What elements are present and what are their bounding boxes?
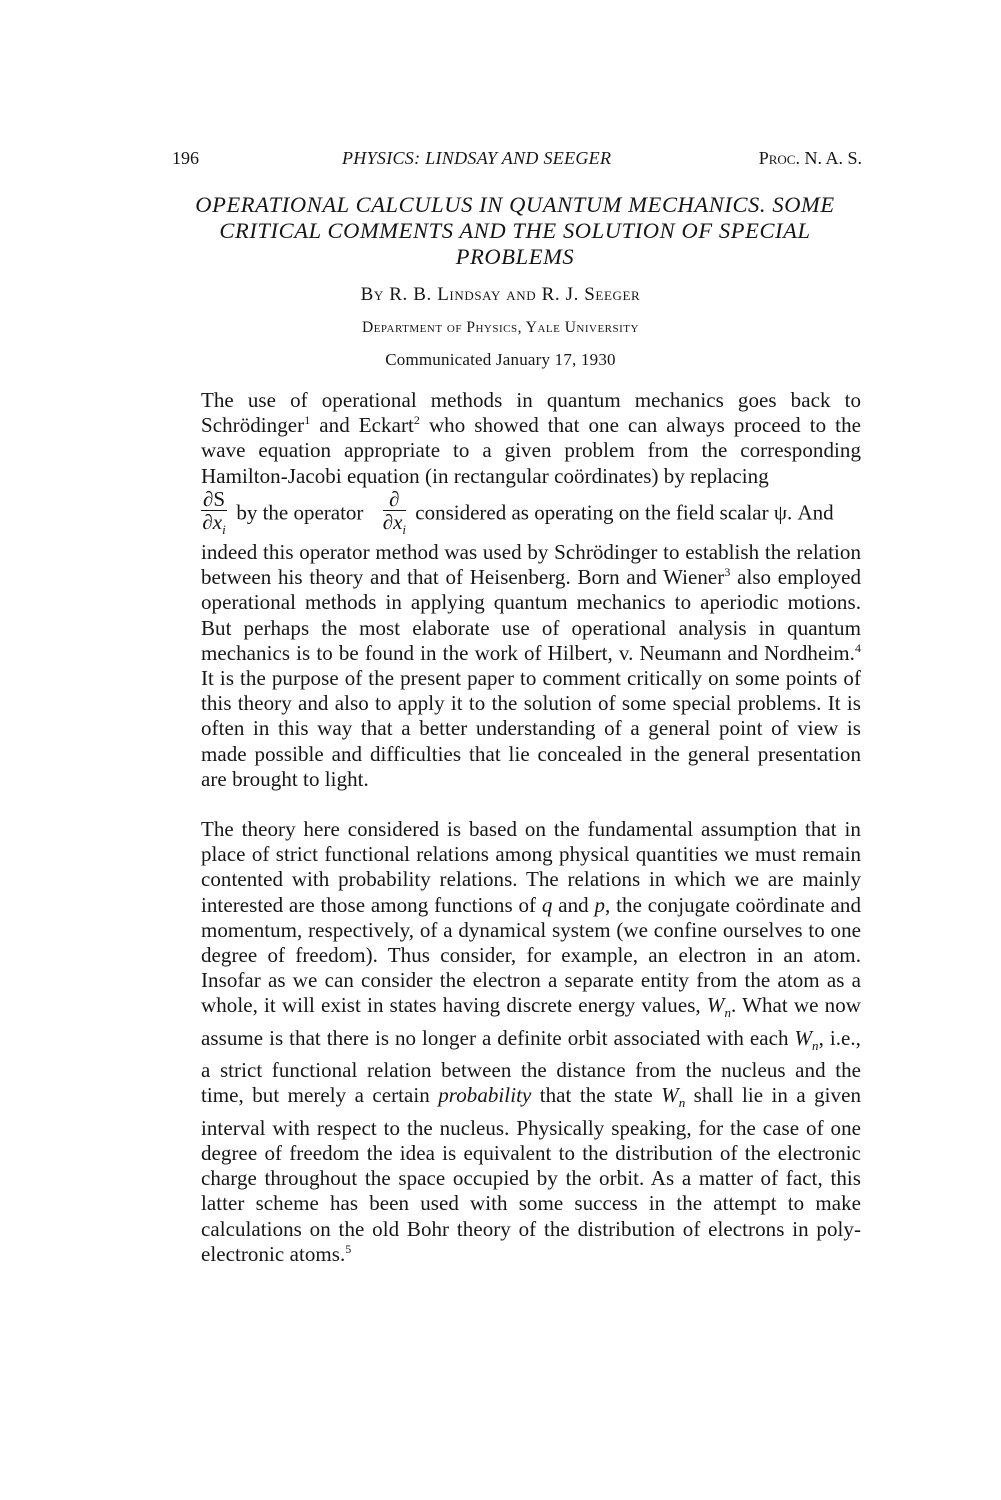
symbol-n: n [724, 1005, 731, 1021]
p2-text-d: , i.e., a strict functional relation between the distance from the nucleus and the time, but merely a certain [201, 1025, 861, 1108]
symbol-q: q [541, 892, 553, 917]
p2-text-a: The theory here considered is based on the fundamental assumption that in place of strict functional relations among physical quantities we must remain contented with probability relations. The relations in which we are mainly interested are those among functions of [201, 817, 861, 917]
article-title [150, 192, 880, 270]
footnote-ref-3: 3 [724, 565, 731, 580]
running-title: PHYSICS: LINDSAY AND SEEGER [342, 148, 612, 168]
p1-text-e: also employed operational methods in applying quantum mechanics to aperiodic motions. But perhaps the most elaborate use of operational analysis in quantum mechanics is to be found in the work of Hilbert, v. Neumann and Nordheim. [201, 565, 861, 665]
fraction-2-denominator: ∂x [382, 510, 403, 534]
p2-text-c: . What we now assume is that there is no longer a definite orbit associated with each [201, 993, 861, 1050]
fraction-2-subscript: i [402, 522, 407, 538]
page-number: 196 [172, 148, 199, 168]
fraction-1-subscript: i [222, 522, 226, 538]
paragraph-2: The theory here considered is based on the fundamental assumption that in place of strict functional relations among physical quantities we must remain contented with probability relations. The relations in which we are mainly interested are those among functions of q and p, the conjugate coördinate and momentum, respectively, of a dynamical system (we confine ourselves to one degree of freedom). Thus consider, for example, an electron in an atom. Insofar as we can consider the electron a separate entity from the atom as a whole, it will exist in states having discrete energy values, $W_n$. What we now assume is that there is no longer a definite orbit associated with each $W_n$, i.e., a strict functional relation between the distance from the nucleus and the time, but merely a certain probability that the state $W_n$ shall lie in a given interval with respect to the nucleus. Physically speaking, for the case of one degree of freedom the idea is equivalent to the distribution of the electronic charge throughout the space occupied by the orbit. As a matter of fact, this latter scheme has been used with some success in the attempt to make calculations on the old Bohr theory of the distribution of electrons in poly-electronic atoms.$^5$ [201, 817, 861, 1266]
symbol-W: W [706, 993, 725, 1018]
operator-line [201, 488, 861, 541]
footnote-ref-1: 1 [304, 413, 311, 428]
running-head [172, 148, 862, 172]
p1-text-f: It is the purpose of the present paper to comment critically on some points of this theory and also to apply it to the solution of some special problems. It is often in this way that a better understanding of a general point of view is made possible and difficulties that lie concealed in the general presentation are brought to light. [201, 666, 861, 791]
p1-text-a: The use of operational methods in quantum mechanics goes back to Schrödinger [201, 388, 861, 438]
title-line-1: OPERATIONAL CALCULUS IN QUANTUM MECHANICS. SOME [195, 192, 835, 217]
p2-and: and [552, 892, 595, 917]
footnote-ref-5: 5 [345, 1241, 352, 1256]
symbol-p: p [594, 892, 606, 917]
footnote-ref-2: 2 [413, 413, 420, 428]
title-line-3: PROBLEMS [455, 244, 575, 269]
p1-text-d: indeed this operator method was used by Schrödinger to establish the relation between his theory and that of Heisenberg. Born and Wiener [201, 540, 861, 590]
fraction-dS-dx [201, 488, 227, 541]
title-line-2: CRITICAL COMMENTS AND THE SOLUTION OF SPECIAL [219, 218, 811, 243]
considered-text: considered as operating on the field scalar ψ. And [415, 500, 834, 525]
fraction-1-denominator: ∂x [202, 510, 223, 534]
p2-text-e: that the state [531, 1083, 662, 1108]
p2-text-b: , the conjugate coördinate and momentum, respectively, of a dynamical system (we confine ourselves to one degree of freedom). Thus consider, for example, an electron in an atom. Insofar as we can consider the electron a separate entity from the atom as a whole, it will exist in states having discrete energy values, [201, 892, 861, 1018]
fraction-1-numerator: ∂S [203, 487, 226, 511]
fraction-d-dx [383, 488, 406, 541]
p2-text-f: shall lie in a given interval with respect to the nucleus. Physically speaking, for the case of one degree of freedom the idea is equivalent to the distribution of the electronic charge throughout the space occupied by the orbit. As a matter of fact, this latter scheme has been used with some success in the attempt to make calculations on the old Bohr theory of the distribution of electrons in poly-electronic atoms. [201, 1083, 861, 1266]
author-byline: By R. B. Lindsay and R. J. Seeger [360, 284, 641, 305]
author-affiliation: Department of Physics, Yale University [362, 319, 639, 336]
paragraph-1-start [201, 388, 861, 489]
by-operator-text: by the operator [236, 500, 364, 525]
p1-text-c: who showed that one can always proceed to the wave equation appropriate to a given problem from the corresponding Hamilton-Jacobi equation (in rectangular coördinates) by replacing [201, 413, 861, 488]
communicated-date: Communicated January 17, 1930 [385, 350, 616, 369]
p1-text-b: and Eckart [310, 413, 414, 438]
journal-abbrev: Proc. N. A. S. [758, 148, 862, 168]
probability-word: probability [438, 1083, 532, 1108]
paragraph-1-end [201, 540, 861, 792]
footnote-ref-4: 4 [854, 640, 861, 655]
fraction-2-numerator: ∂ [383, 488, 406, 511]
